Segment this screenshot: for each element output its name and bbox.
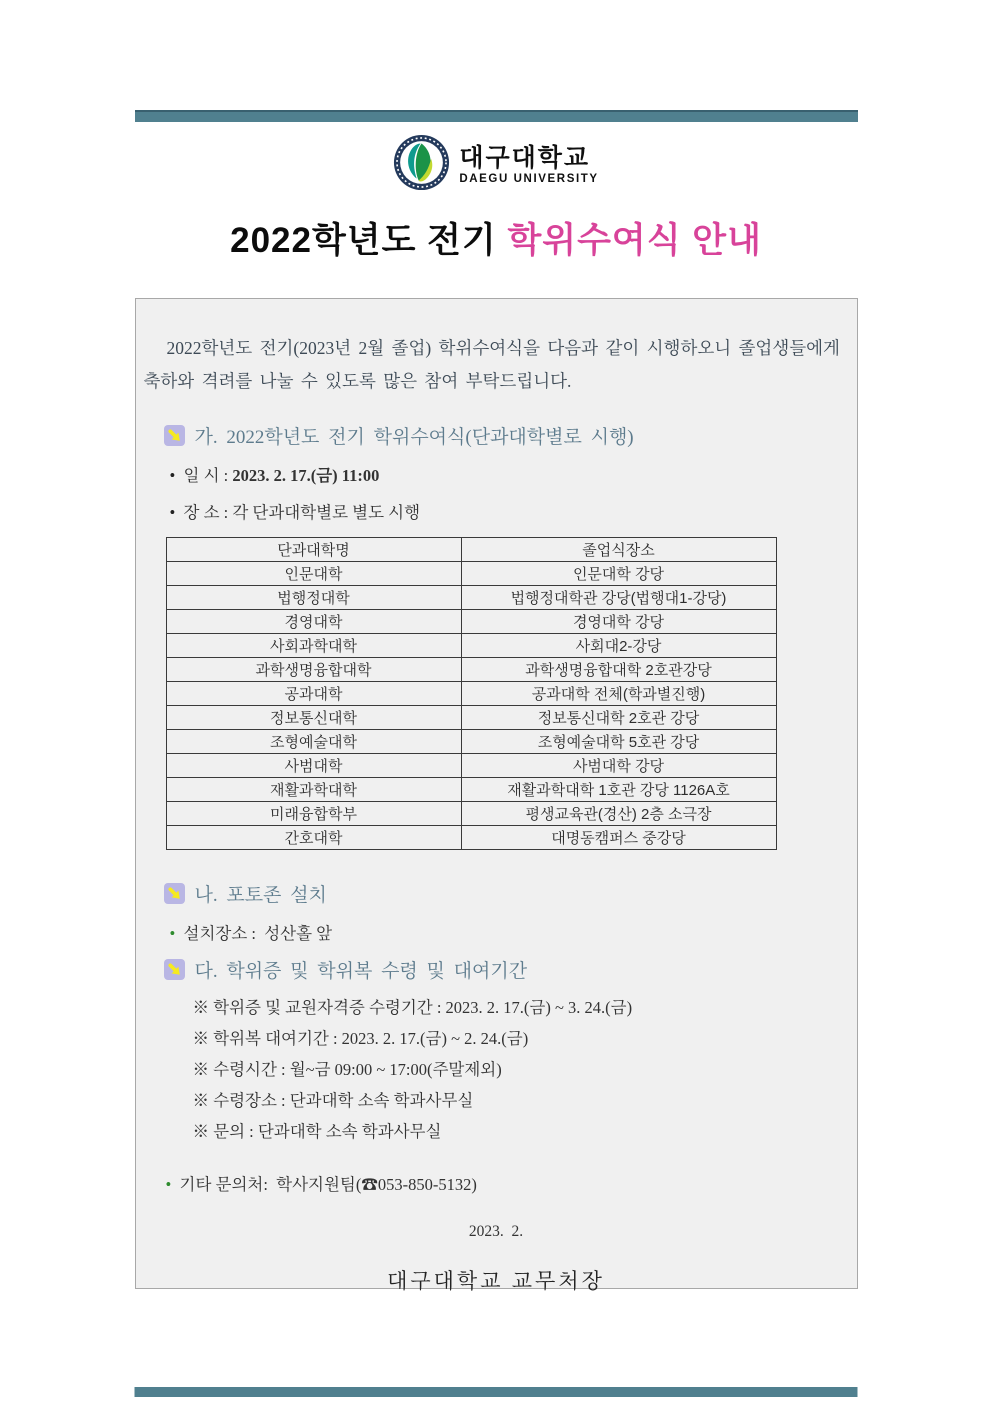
title-black-part: 2022학년도 전기	[230, 221, 508, 260]
venue-cell: 평생교육관(경산) 2층 소극장	[461, 802, 776, 826]
venue-cell: 사회대2-강당	[461, 634, 776, 658]
event-place-line	[170, 499, 857, 523]
venue-table	[166, 537, 777, 850]
college-cell: 과학생명융합대학	[166, 658, 461, 682]
college-cell: 사회과학대학	[166, 634, 461, 658]
college-cell: 조형예술대학	[166, 730, 461, 754]
table-row	[166, 706, 776, 730]
table-row	[166, 610, 776, 634]
table-header-venue: 졸업식장소	[461, 538, 776, 562]
top-accent-bar	[135, 110, 858, 122]
college-cell: 법행정대학	[166, 586, 461, 610]
bullet-icon: •	[169, 924, 176, 943]
section-ga-heading	[164, 422, 857, 449]
university-logo	[135, 135, 858, 195]
bottom-accent-bar	[135, 1387, 858, 1397]
table-row	[166, 802, 776, 826]
venue-cell: 대명동캠퍼스 중강당	[461, 826, 776, 850]
arrow-down-right-icon	[164, 883, 185, 904]
venue-cell: 경영대학 강당	[461, 610, 776, 634]
note-line: ※ 문의 : 단과대학 소속 학과사무실	[192, 1122, 442, 1141]
bullet-icon: •	[165, 1175, 172, 1194]
section-na-heading	[164, 880, 857, 907]
note-line: ※ 학위증 및 교원자격증 수령기간 : 2023. 2. 17.(금) ~ 3. 24.(금)	[192, 998, 633, 1017]
table-row	[166, 826, 776, 850]
venue-cell: 정보통신대학 2호관 강당	[461, 706, 776, 730]
table-row	[166, 778, 776, 802]
venue-cell: 법행정대학관 강당(법행대1-강당)	[461, 586, 776, 610]
event-date-line	[170, 462, 857, 486]
note-line: ※ 수령시간 : 월~금 09:00 ~ 17:00(주말제외)	[192, 1060, 502, 1079]
contact-text: 기타 문의처: 학사지원팀(☎053-850-5132)	[179, 1175, 477, 1194]
college-cell: 경영대학	[166, 610, 461, 634]
college-cell: 인문대학	[166, 562, 461, 586]
table-row	[166, 730, 776, 754]
arrow-down-right-icon	[164, 425, 185, 446]
college-cell: 미래융합학부	[166, 802, 461, 826]
table-header-college: 단과대학명	[166, 538, 461, 562]
section-da-heading	[164, 956, 857, 983]
issue-date: 2023. 2.	[468, 1223, 524, 1240]
venue-cell: 사범대학 강당	[461, 754, 776, 778]
venue-cell: 공과대학 전체(학과별진행)	[461, 682, 776, 706]
contact-line	[166, 1171, 857, 1195]
table-row	[166, 754, 776, 778]
table-row	[166, 658, 776, 682]
note-line: ※ 수령장소 : 단과대학 소속 학과사무실	[192, 1091, 474, 1110]
table-row	[166, 634, 776, 658]
bullet-icon: •	[169, 503, 176, 522]
section-na-heading-text: 나. 포토존 설치	[194, 885, 327, 906]
venue-cell: 인문대학 강당	[461, 562, 776, 586]
venue-cell: 조형예술대학 5호관 강당	[461, 730, 776, 754]
college-cell: 간호대학	[166, 826, 461, 850]
page-title	[135, 213, 858, 263]
college-cell: 사범대학	[166, 754, 461, 778]
college-cell: 공과대학	[166, 682, 461, 706]
logo-korean-name: 대구대학교	[459, 143, 591, 172]
pickup-notes-list	[193, 998, 857, 1141]
logo-wordmark	[459, 145, 598, 186]
bullet-icon: •	[169, 466, 176, 485]
table-row	[166, 586, 776, 610]
notice-body	[135, 298, 858, 1293]
event-date-label: 일 시 :	[183, 466, 233, 485]
logo-english-name: DAEGU UNIVERSITY	[459, 172, 599, 185]
venue-cell: 재활과학대학 1호관 강당 1126A호	[461, 778, 776, 802]
intro-paragraph: 2022학년도 전기(2023년 2월 졸업) 학위수여식을 다음과 같이 시행하오니 졸업생들에게 축하와 격려를 나눌 수 있도록 많은 참여 부탁드립니다.	[143, 338, 840, 391]
table-row	[166, 562, 776, 586]
arrow-down-right-icon	[164, 959, 185, 980]
venue-cell: 과학생명융합대학 2호관강당	[461, 658, 776, 682]
photozone-location-text: 설치장소 : 성산홀 앞	[183, 924, 333, 943]
photozone-location-line	[170, 920, 857, 944]
college-cell: 정보통신대학	[166, 706, 461, 730]
note-line: ※ 학위복 대여기간 : 2023. 2. 17.(금) ~ 2. 24.(금)	[192, 1029, 529, 1048]
table-row	[166, 682, 776, 706]
event-place-text: 장 소 : 각 단과대학별로 별도 시행	[183, 503, 421, 522]
section-da-heading-text: 다. 학위증 및 학위복 수령 및 대여기간	[194, 961, 528, 982]
section-ga-heading-text: 가. 2022학년도 전기 학위수여식(단과대학별로 시행)	[194, 427, 634, 448]
university-seal-icon	[393, 134, 450, 196]
table-header-row	[166, 538, 776, 562]
signature: 대구대학교 교무처장	[387, 1269, 605, 1293]
title-pink-part: 학위수여식 안내	[507, 221, 762, 260]
college-cell: 재활과학대학	[166, 778, 461, 802]
event-date-value: 2023. 2. 17.(금) 11:00	[232, 466, 380, 485]
